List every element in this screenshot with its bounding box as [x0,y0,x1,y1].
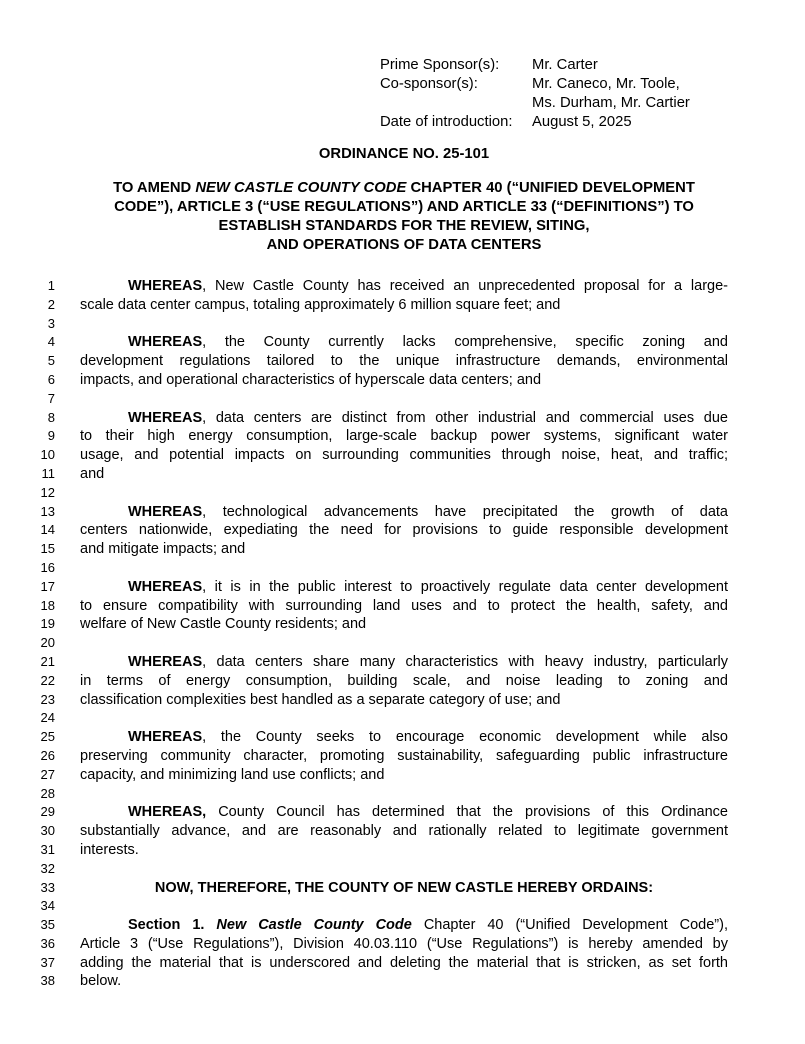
text-segment: , data centers share many characteristics with heavy industry, particularly [202,653,728,670]
body-line [0,879,805,898]
line-text [80,653,728,672]
body-line [0,578,805,597]
header-label [380,94,532,113]
line-number: 14 [40,522,55,538]
text-segment: in terms of energy consumption, building scale, and noise leading to zoning and [80,672,728,689]
body-line [0,333,805,352]
title-line [80,198,728,217]
line-text [80,277,728,296]
text-segment: Article 3 (“Use Regulations”), Division 40.03.110 (“Use Regulations”) is hereby amended by [80,935,728,952]
body-line [0,897,805,916]
header-label: Co-sponsor(s): [380,76,478,92]
text-segment: CHAPTER 40 (“UNIFIED DEVELOPMENT [406,180,695,196]
line-text [80,803,728,822]
text-segment: , data centers are distinct from other industrial and commercial uses due [202,409,728,426]
body-line [0,615,805,634]
body-line [0,597,805,616]
text-segment: TO AMEND [113,180,196,196]
line-number: 26 [40,747,55,763]
text-segment: WHEREAS [128,503,203,520]
line-number: 5 [47,353,55,369]
line-number: 34 [40,898,55,914]
body-line [0,935,805,954]
line-text [80,315,728,334]
header-value: Ms. Durham, Mr. Cartier [532,95,690,111]
text-segment: centers nationwide, expediating the need for provisions to guide responsible development [80,522,728,539]
body-line [0,352,805,371]
line-number: 15 [40,541,55,557]
line-number: 29 [40,804,55,820]
line-text [80,897,728,916]
line-number: 35 [40,917,55,933]
line-text [80,822,728,841]
body-line [0,766,805,785]
body-line [0,709,805,728]
text-segment: , technological advancements have precipitated the growth of data [202,503,728,520]
line-number: 6 [47,371,55,387]
header-value: August 5, 2025 [532,114,632,130]
line-text [80,465,728,484]
line-number: 27 [40,766,55,782]
text-segment: development regulations tailored to the unique infrastructure demands, environmental [80,353,728,370]
text-segment: and mitigate impacts; and [80,541,246,558]
line-number: 21 [40,653,55,669]
body-line [0,521,805,540]
text-segment: capacity, and minimizing land use conflicts; and [80,766,385,783]
text-segment: WHEREAS [128,334,203,351]
text-segment: WHEREAS [128,578,203,595]
header-label: Date of introduction: [380,114,513,130]
body-block [0,277,805,991]
text-segment: to ensure compatibility with surrounding land uses and to protect the health, safety, and [80,597,728,614]
body-line [0,822,805,841]
line-text [80,371,728,390]
body-line [0,371,805,390]
line-text [80,972,728,991]
body-line [0,634,805,653]
line-number: 30 [40,823,55,839]
line-text [80,916,728,935]
line-text [80,578,728,597]
body-line [0,916,805,935]
line-number: 33 [40,879,55,895]
text-segment: WHEREAS, [128,804,207,821]
header-block [380,56,805,132]
line-number: 37 [40,954,55,970]
text-segment: ESTABLISH STANDARDS FOR THE REVIEW, SITING, [218,218,590,234]
text-segment: County Council has determined that the provisions of this Ordinance [206,804,728,821]
text-segment: below. [80,973,122,990]
body-line [0,972,805,991]
header-label: Prime Sponsor(s): [380,57,500,73]
line-text [80,352,728,371]
line-text [80,615,728,634]
line-text [80,296,728,315]
line-text [80,879,728,898]
body-line [0,315,805,334]
text-segment: and [80,465,105,482]
line-text [80,954,728,973]
line-number: 28 [40,785,55,801]
header-row [380,113,805,132]
title-line [80,236,728,255]
text-segment: Chapter 40 (“Unified Development Code”), [411,917,728,934]
title-line [80,179,728,198]
text-segment: , it is in the public interest to proactively regulate data center development [202,578,728,595]
line-number: 2 [47,296,55,312]
body-line [0,672,805,691]
text-segment: Section 1. [128,917,217,934]
text-segment: classification complexities best handled as a separate category of use; and [80,691,561,708]
line-number: 25 [40,729,55,745]
line-text [80,484,728,503]
line-number: 17 [40,578,55,594]
text-segment: WHEREAS [128,653,203,670]
line-number: 23 [40,691,55,707]
body-line [0,446,805,465]
line-number: 19 [40,616,55,632]
line-number: 10 [40,447,55,463]
line-text [80,634,728,653]
line-text [80,540,728,559]
header-value: Mr. Carter [532,57,598,73]
line-text [80,559,728,578]
text-segment: , the County currently lacks comprehensive, specific zoning and [202,334,728,351]
body-line [0,277,805,296]
line-number: 20 [40,635,55,651]
text-segment: interests. [80,841,139,858]
line-text [80,409,728,428]
line-number: 16 [40,559,55,575]
body-line [0,691,805,710]
text-segment: welfare of New Castle County residents; and [80,616,367,633]
line-text [80,427,728,446]
text-segment: scale data center campus, totaling approximately 6 million square feet; and [80,296,561,313]
body-line [0,785,805,804]
header-row [380,75,805,94]
body-line [0,409,805,428]
line-text [80,503,728,522]
text-segment: CODE”), ARTICLE 3 (“USE REGULATIONS”) AND ARTICLE 33 (“DEFINITIONS”) TO [114,199,694,215]
body-line [0,503,805,522]
line-text [80,521,728,540]
line-number: 11 [41,465,55,481]
text-segment: New Castle County Code [216,917,412,934]
line-number: 8 [47,409,55,425]
body-line [0,747,805,766]
body-line [0,484,805,503]
line-text [80,390,728,409]
line-number: 12 [40,484,55,500]
line-number: 3 [47,315,55,331]
body-line [0,465,805,484]
line-number: 9 [47,428,55,444]
text-segment: preserving community character, promoting sustainability, safeguarding public infrastructure [80,747,728,764]
title-line [80,217,728,236]
line-text [80,935,728,954]
line-number: 31 [40,841,55,857]
body-line [0,296,805,315]
line-number: 7 [47,390,55,406]
text-segment: NEW CASTLE COUNTY CODE [195,180,407,196]
header-row [380,94,805,113]
text-segment: WHEREAS [128,409,203,426]
ordinance-number: ORDINANCE NO. 25-101 [318,146,490,162]
text-segment: impacts, and operational characteristics of hyperscale data centers; and [80,371,542,388]
text-segment: WHEREAS [128,729,203,746]
text-segment: AND OPERATIONS OF DATA CENTERS [266,237,542,253]
line-text [80,728,728,747]
line-text [80,766,728,785]
line-text [80,860,728,879]
line-text [80,691,728,710]
body-line [0,954,805,973]
line-text [80,747,728,766]
line-number: 38 [40,973,55,989]
line-text [80,841,728,860]
text-segment: substantially advance, and are reasonably and rationally related to legitimate government [80,823,728,840]
line-number: 4 [47,334,55,350]
line-text [80,333,728,352]
text-segment: to their high energy consumption, large-scale backup power systems, significant water [80,428,728,445]
text-segment: , the County seeks to encourage economic development while also [202,729,728,746]
text-segment: NOW, THEREFORE, THE COUNTY OF NEW CASTLE HEREBY ORDAINS: [154,879,654,896]
title-block [80,179,728,255]
body-line [0,653,805,672]
body-line [0,728,805,747]
line-number: 24 [40,710,55,726]
line-text [80,446,728,465]
line-number: 1 [47,278,55,293]
line-number: 22 [40,672,55,688]
line-number: 18 [40,597,55,613]
body-line [0,860,805,879]
line-number: 32 [40,860,55,876]
line-number: 36 [40,935,55,951]
line-text [80,672,728,691]
header-value: Mr. Caneco, Mr. Toole, [532,76,680,92]
line-text [80,785,728,804]
line-text [80,597,728,616]
text-segment: WHEREAS [128,278,203,294]
text-segment: usage, and potential impacts on surrounding communities through noise, heat, and traffic; [80,447,728,464]
line-number: 13 [40,503,55,519]
body-line [0,559,805,578]
line-text [80,709,728,728]
body-line [0,390,805,409]
text-segment: adding the material that is underscored and deleting the material that is stricken, as set forth [80,954,728,971]
text-segment: , New Castle County has received an unprecedented proposal for a large- [202,278,728,294]
body-line [0,540,805,559]
body-line [0,427,805,446]
header-row [380,56,805,75]
body-line [0,803,805,822]
body-line [0,841,805,860]
